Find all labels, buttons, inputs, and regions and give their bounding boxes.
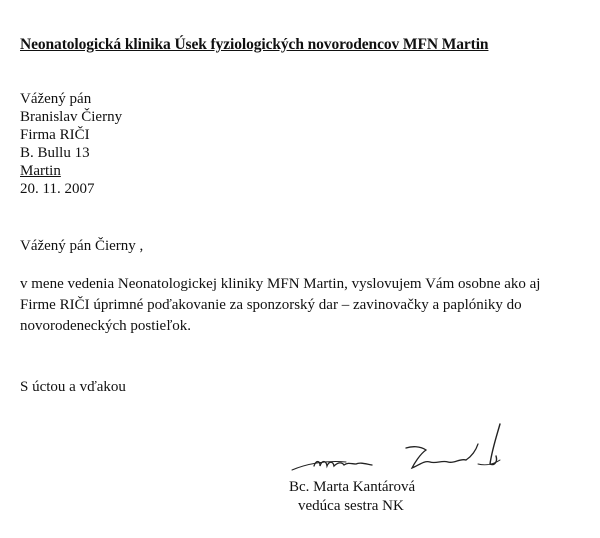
address-salutation: Vážený pán: [20, 91, 92, 107]
recipient-street: B. Bullu 13: [20, 145, 90, 161]
recipient-city: Martin: [20, 163, 61, 179]
body-line-3: novorodeneckých postieľok.: [20, 318, 192, 334]
signatory-name: Bc. Marta Kantárová: [289, 479, 416, 495]
body-line-2: Firme RIČI úprimné poďakovanie za sponzorský dar – zavinovačky a paplóniky do: [20, 297, 522, 313]
greeting: Vážený pán Čierny ,: [20, 238, 144, 254]
recipient-company: Firma RIČI: [20, 127, 90, 143]
signatory-title: vedúca sestra NK: [298, 498, 404, 514]
recipient-name: Branislav Čierny: [20, 109, 123, 125]
letter-heading: Neonatologická klinika Úsek fyziologických novorodencov MFN Martin: [20, 36, 489, 53]
letter-date: 20. 11. 2007: [20, 181, 95, 197]
handwritten-signature: [286, 420, 516, 480]
closing: S úctou a vďakou: [20, 379, 126, 395]
body-line-1: v mene vedenia Neonatologickej kliniky MFN Martin, vyslovujem Vám osobne ako aj: [20, 276, 541, 292]
